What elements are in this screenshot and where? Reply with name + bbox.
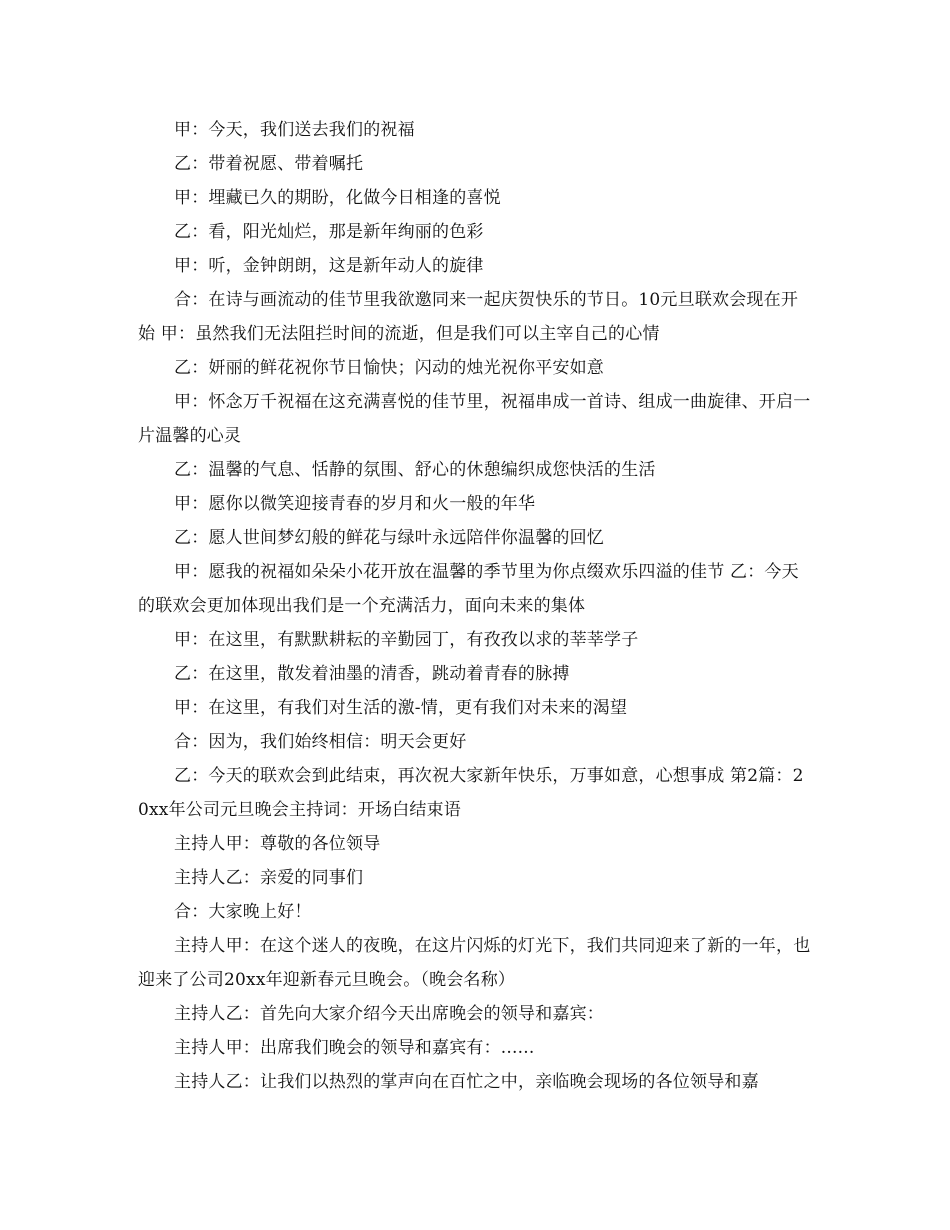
paragraph: 主持人乙：让我们以热烈的掌声向在百忙之中，亲临晚会现场的各位领导和嘉 [174,1072,759,1092]
paragraph: 乙：在这里，散发着油墨的清香，跳动着青春的脉搏 [174,664,570,684]
paragraph: 乙：妍丽的鲜花祝你节日愉快；闪动的烛光祝你平安如意 [174,358,604,378]
paragraph: 甲：在这里，有默默耕耘的辛勤园丁，有孜孜以求的莘莘学子 [174,630,639,650]
paragraph: 甲：怀念万千祝福在这充满喜悦的佳节里，祝福串成一首诗、组成一曲旋律、开启一片温馨的心灵 [138,392,811,446]
paragraph: 合：大家晚上好！ [174,902,312,922]
paragraph: 乙：今天的联欢会到此结束，再次祝大家新年快乐，万事如意，心想事成 第2篇：20xx年公司元旦晚会主持词：开场白结束语 [138,766,804,820]
paragraph: 主持人甲：出席我们晚会的领导和嘉宾有：...... [174,1038,535,1058]
paragraph: 甲：在这里，有我们对生活的激-情，更有我们对未来的渴望 [174,698,628,718]
paragraph: 主持人甲：尊敬的各位领导 [174,834,381,854]
paragraph: 甲：愿我的祝福如朵朵小花开放在温馨的季节里为你点缀欢乐四溢的佳节 乙：今天的联欢会更加体现出我们是一个充满活力，面向未来的集体 [138,562,799,616]
paragraph: 甲：今天，我们送去我们的祝福 [174,120,415,140]
paragraph: 甲：听，金钟朗朗，这是新年动人的旋律 [174,256,484,276]
paragraph: 主持人甲：在这个迷人的夜晚，在这片闪烁的灯光下，我们共同迎来了新的一年，也迎来了公司20xx年迎新春元旦晚会。（晚会名称） [138,936,811,990]
document-body [138,113,813,1099]
paragraph: 甲：埋藏已久的期盼，化做今日相逢的喜悦 [174,188,501,208]
paragraph: 主持人乙：首先向大家介绍今天出席晚会的领导和嘉宾： [174,1004,604,1024]
paragraph: 乙：带着祝愿、带着嘱托 [174,154,364,174]
paragraph: 乙：看，阳光灿烂，那是新年绚丽的色彩 [174,222,484,242]
paragraph: 乙：温馨的气息、恬静的氛围、舒心的休憩编织成您快活的生活 [174,460,656,480]
paragraph: 合：在诗与画流动的佳节里我欲邀同来一起庆贺快乐的节日。10元旦联欢会现在开始 甲：虽然我们无法阻拦时间的流逝，但是我们可以主宰自己的心情 [138,290,799,344]
paragraph: 合：因为，我们始终相信：明天会更好 [174,732,467,752]
paragraph: 主持人乙：亲爱的同事们 [174,868,364,888]
paragraph: 乙：愿人世间梦幻般的鲜花与绿叶永远陪伴你温馨的回忆 [174,528,604,548]
paragraph: 甲：愿你以微笑迎接青春的岁月和火一般的年华 [174,494,536,514]
